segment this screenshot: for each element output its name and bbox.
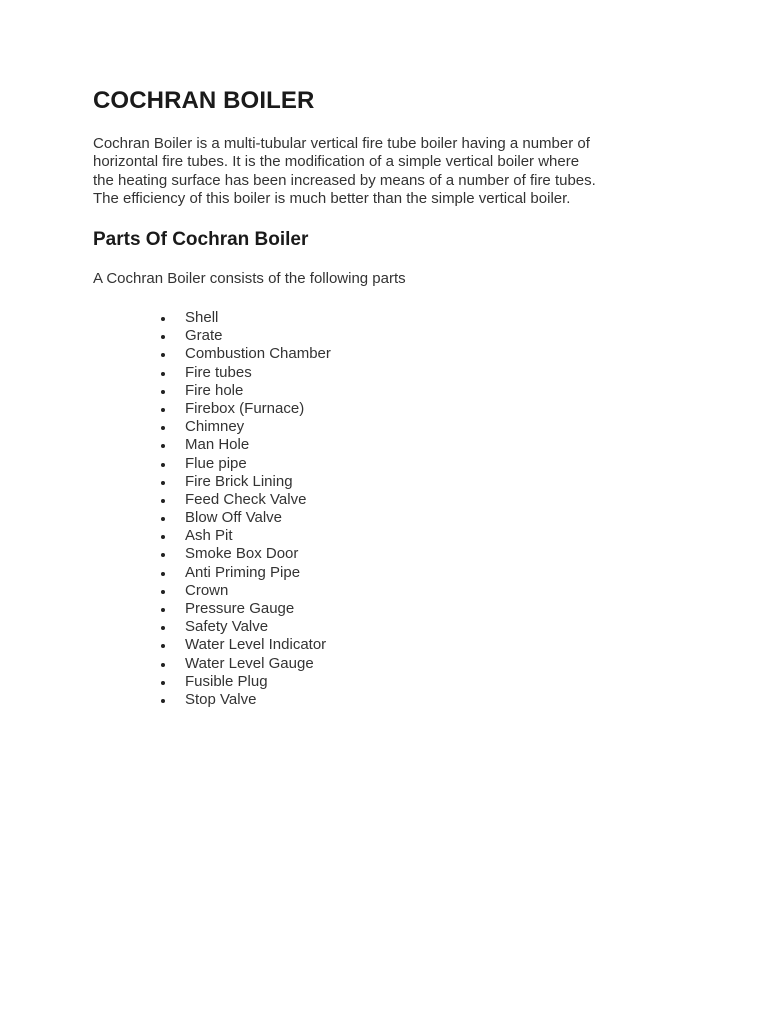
bullet-icon — [161, 681, 165, 685]
list-item-label: Grate — [185, 327, 223, 345]
list-item-label: Water Level Gauge — [185, 654, 314, 672]
list-item — [93, 364, 331, 382]
bullet-icon — [161, 517, 165, 521]
list-item-label: Fire hole — [185, 381, 244, 399]
list-item-label: Crown — [185, 581, 229, 599]
list-item — [93, 527, 331, 545]
list-item — [93, 564, 331, 582]
bullet-icon — [161, 444, 165, 448]
list-item — [93, 600, 331, 618]
list-item — [93, 455, 331, 473]
list-item-label: Water Level Indicator — [185, 636, 327, 654]
list-item-label: Anti Priming Pipe — [185, 563, 301, 581]
intro-line: horizontal fire tubes. It is the modification of a simple vertical boiler where — [93, 153, 580, 171]
list-item — [93, 473, 331, 491]
list-item-label: Feed Check Valve — [185, 490, 307, 508]
list-item-label: Shell — [185, 309, 219, 326]
parts-list — [93, 309, 331, 709]
bullet-icon — [161, 535, 165, 539]
intro-line: The efficiency of this boiler is much better than the simple vertical boiler. — [93, 189, 571, 207]
bullet-icon — [161, 317, 165, 321]
bullet-icon — [161, 481, 165, 485]
bullet-icon — [161, 335, 165, 339]
bullet-icon — [161, 499, 165, 503]
list-item-label: Smoke Box Door — [185, 545, 299, 563]
list-item — [93, 491, 331, 509]
list-item — [93, 327, 331, 345]
list-item-label: Ash Pit — [185, 527, 233, 545]
list-item — [93, 545, 331, 563]
list-intro-text: A Cochran Boiler consists of the following parts — [93, 270, 406, 287]
list-item — [93, 618, 331, 636]
list-item — [93, 436, 331, 454]
list-item-label: Firebox (Furnace) — [185, 399, 305, 417]
bullet-icon — [161, 353, 165, 357]
list-item — [93, 636, 331, 654]
bullet-icon — [161, 608, 165, 612]
bullet-icon — [161, 590, 165, 594]
list-item — [93, 400, 331, 418]
intro-line: Cochran Boiler is a multi-tubular vertical fire tube boiler having a number of — [93, 135, 590, 152]
list-item-label: Fire tubes — [185, 363, 252, 381]
list-item-label: Man Hole — [185, 436, 250, 454]
list-item — [93, 673, 331, 691]
list-item — [93, 509, 331, 527]
bullet-icon — [161, 426, 165, 430]
list-item — [93, 582, 331, 600]
bullet-icon — [161, 408, 165, 412]
bullet-icon — [161, 390, 165, 394]
bullet-icon — [161, 553, 165, 557]
list-item-label: Stop Valve — [185, 690, 257, 708]
bullet-icon — [161, 663, 165, 667]
list-item — [93, 345, 331, 363]
list-item-label: Flue pipe — [185, 454, 247, 472]
list-item-label: Safety Valve — [185, 618, 269, 636]
bullet-icon — [161, 372, 165, 376]
list-item-label: Chimney — [185, 418, 245, 436]
list-item-label: Blow Off Valve — [185, 509, 282, 527]
list-item — [93, 309, 331, 327]
bullet-icon — [161, 644, 165, 648]
list-item — [93, 382, 331, 400]
intro-paragraph — [93, 135, 683, 208]
list-item — [93, 691, 331, 709]
list-item — [93, 418, 331, 436]
bullet-icon — [161, 572, 165, 576]
list-item-label: Pressure Gauge — [185, 600, 295, 617]
intro-line: the heating surface has been increased by means of a number of fire tubes. — [93, 171, 596, 189]
bullet-icon — [161, 699, 165, 703]
section-heading: Parts Of Cochran Boiler — [93, 229, 309, 250]
list-item-label: Fire Brick Lining — [185, 472, 293, 490]
list-item-label: Fusible Plug — [185, 672, 268, 690]
document-title: COCHRAN BOILER — [93, 87, 315, 114]
bullet-icon — [161, 463, 165, 467]
list-item — [93, 655, 331, 673]
list-item-label: Combustion Chamber — [185, 345, 331, 363]
bullet-icon — [161, 626, 165, 630]
